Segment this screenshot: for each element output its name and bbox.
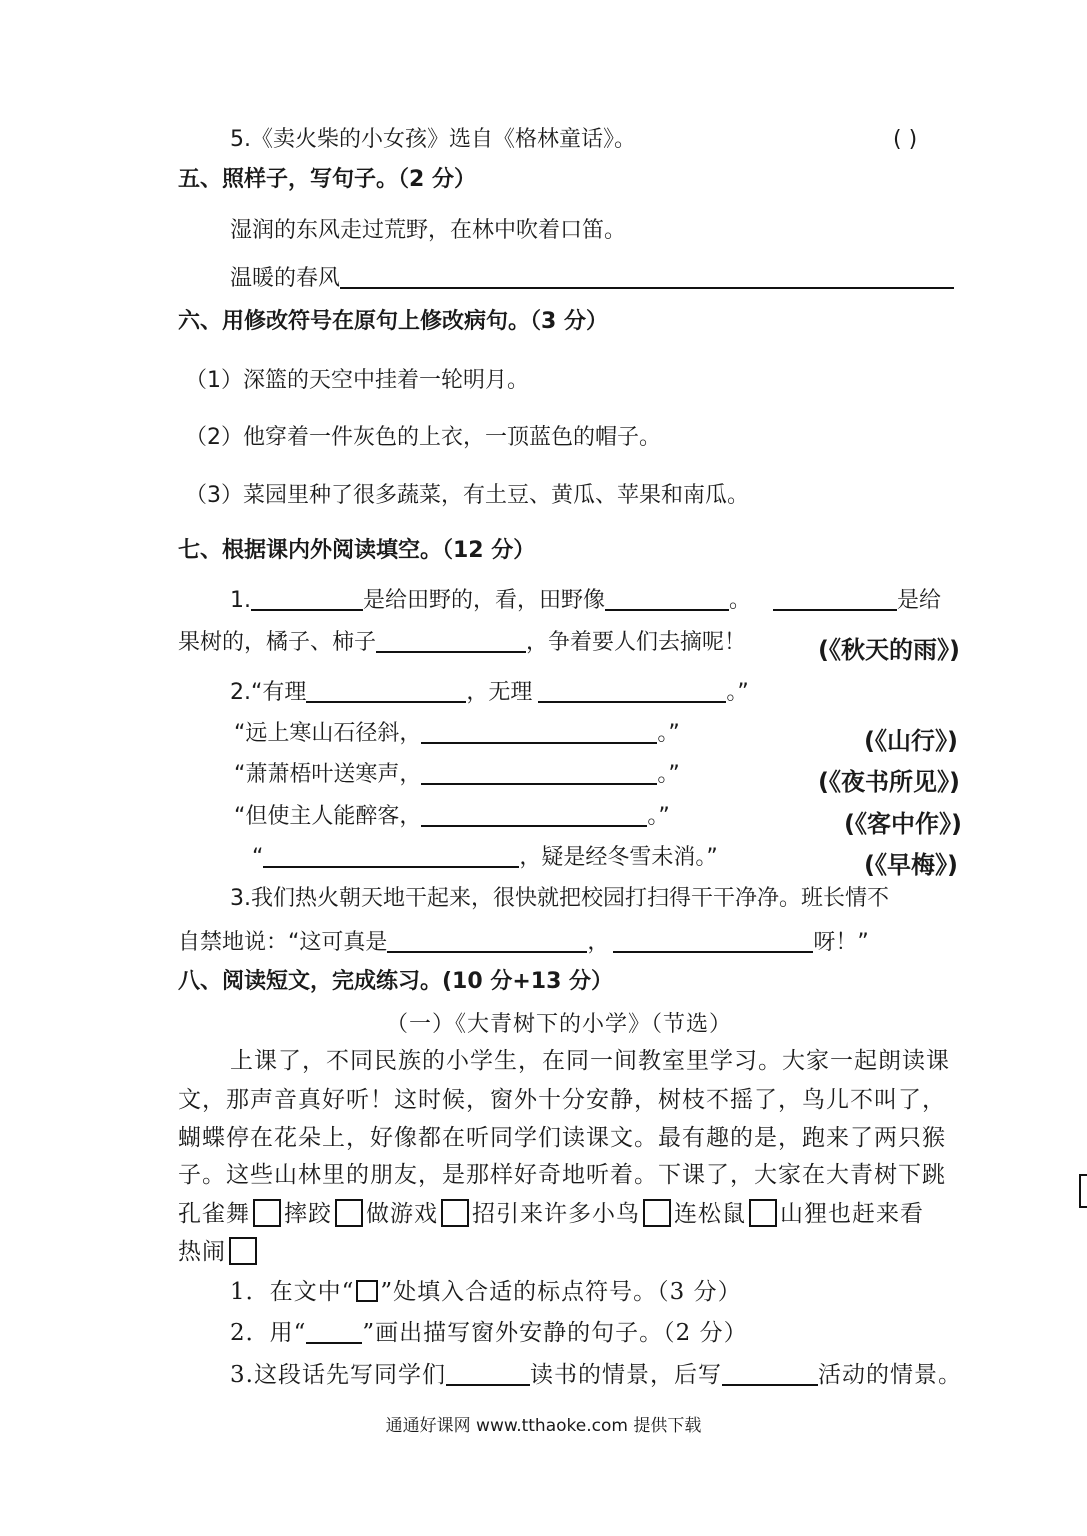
blank[interactable]: [421, 763, 657, 785]
text: 连松鼠: [674, 1201, 746, 1227]
question-5-text: 5.《卖火柴的小女孩》选自《格林童话》。: [230, 127, 636, 152]
label: 1.: [230, 588, 251, 613]
imitation-blank[interactable]: [340, 267, 954, 289]
blank[interactable]: [613, 931, 813, 953]
text: 读书的情景，后写: [529, 1362, 722, 1388]
section-8-heading: 八、阅读短文，完成练习。(10 分+13 分）: [178, 969, 614, 994]
punctuation-box[interactable]: [749, 1199, 777, 1227]
text: ”处填入合适的标点符号。（3 分）: [380, 1279, 742, 1305]
section-6-heading: 六、用修改符号在原句上修改病句。（3 分）: [178, 309, 608, 334]
fill-line-2: [178, 631, 746, 654]
imitation-prompt: [230, 267, 954, 290]
faulty-sentence-3: （3）菜园里种了很多蔬菜，有土豆、黄瓜、苹果和南瓜。: [185, 483, 749, 508]
text: 。”: [657, 721, 680, 746]
text: 呀！”: [813, 930, 869, 955]
text: 。”: [657, 762, 680, 787]
fill-line-5: [178, 931, 869, 954]
text: 。”: [726, 680, 749, 705]
punctuation-box[interactable]: [253, 1199, 281, 1227]
text: “远上寒山石径斜，: [234, 721, 422, 746]
text: 1．在文中“: [230, 1279, 355, 1305]
punctuation-box[interactable]: [643, 1199, 671, 1227]
example-sentence: 湿润的东风走过荒野，在林中吹着口笛。: [230, 218, 627, 243]
blank[interactable]: [538, 681, 726, 703]
text: 摔跤: [284, 1201, 332, 1227]
question-5: [230, 129, 636, 151]
source-citation: (《早梅》): [864, 851, 958, 879]
punctuation-box[interactable]: [335, 1199, 363, 1227]
exercise-2: [230, 1322, 748, 1345]
poem-line-3: [234, 805, 670, 828]
blank[interactable]: [306, 681, 466, 703]
text: 。: [729, 588, 752, 613]
blank[interactable]: [421, 722, 657, 744]
blank[interactable]: [376, 631, 526, 653]
underline-sample: [306, 1322, 362, 1344]
text: 孔雀舞: [178, 1201, 250, 1227]
blank[interactable]: [605, 589, 729, 611]
passage-line-1: 上课了，不同民族的小学生，在同一间教室里学习。大家一起朗读课: [230, 1048, 950, 1074]
text: ，: [587, 930, 610, 955]
faulty-sentence-1: （1）深篮的天空中挂着一轮明月。: [185, 368, 529, 393]
source-citation: (《山行》): [864, 727, 958, 755]
text: 活动的情景。: [817, 1362, 962, 1388]
poem-line-2: [234, 763, 680, 786]
passage-line-6: [178, 1237, 260, 1265]
text: 热闹: [178, 1239, 226, 1265]
poem-line-1: [234, 722, 680, 745]
text: 是给田野的，看，田野像: [363, 588, 606, 613]
blank[interactable]: [387, 931, 587, 953]
imitation-prompt-text: 温暖的春风: [230, 266, 341, 291]
blank[interactable]: [251, 589, 363, 611]
punctuation-box[interactable]: [441, 1199, 469, 1227]
passage-line-5: [178, 1199, 924, 1227]
poem-line-4: [252, 846, 718, 869]
section-5-heading: 五、照样子，写句子。（2 分）: [178, 167, 476, 192]
blank[interactable]: [773, 589, 897, 611]
passage-line-3: 蝴蝶停在花朵上，好像都在听同学们读课文。最有趣的是，跑来了两只猴: [178, 1125, 946, 1151]
text: ”画出描写窗外安静的句子。（2 分）: [362, 1320, 748, 1346]
text: ，争着要人们去摘呢！: [526, 630, 747, 655]
passage-line-4: 子。这些山林里的朋友，是那样好奇地听着。下课了，大家在大青树下跳: [178, 1162, 946, 1188]
fill-line-1: [230, 589, 941, 612]
source-citation: (《夜书所见》): [818, 768, 960, 796]
text: “但使主人能醉客，: [234, 804, 422, 829]
footer-credit: 通通好课网 www.tthaoke.com 提供下载: [385, 1416, 702, 1436]
blank[interactable]: [446, 1364, 530, 1386]
source-citation: (《客中作》): [844, 810, 962, 838]
text: 招引来许多小鸟: [472, 1201, 640, 1227]
page-edge-mark: [1079, 1174, 1087, 1208]
punctuation-box[interactable]: [229, 1237, 257, 1265]
text: 自禁地说：“这可真是: [178, 930, 388, 955]
text: 做游戏: [366, 1201, 438, 1227]
exercise-3: [230, 1364, 962, 1387]
text: 2．用“: [230, 1320, 307, 1346]
fill-line-4: 3.我们热火朝天地干起来，很快就把校园打扫得干干净净。班长情不: [230, 886, 889, 911]
box-symbol: [356, 1280, 378, 1302]
source-citation: (《秋天的雨》): [818, 636, 960, 664]
text: ，疑是经冬雪未消。”: [519, 845, 718, 870]
text: 山狸也赶来看: [780, 1201, 924, 1227]
text: 果树的，橘子、柿子: [178, 630, 377, 655]
blank[interactable]: [722, 1364, 818, 1386]
faulty-sentence-2: （2）他穿着一件灰色的上衣，一顶蓝色的帽子。: [185, 425, 661, 450]
fill-line-3: [230, 681, 749, 704]
text: “萧萧梧叶送寒声，: [234, 762, 422, 787]
exercise-1: [230, 1280, 742, 1304]
text: 是给: [897, 588, 942, 613]
blank[interactable]: [421, 805, 647, 827]
text: 。”: [647, 804, 670, 829]
text: “: [252, 845, 264, 870]
answer-brackets: ( ): [893, 127, 918, 152]
blank[interactable]: [263, 846, 519, 868]
text: ，无理: [466, 680, 533, 705]
passage-line-2: 文，那声音真好听！这时候，窗外十分安静，树枝不摇了，鸟儿不叫了，: [178, 1087, 946, 1113]
section-7-heading: 七、根据课内外阅读填空。（12 分）: [178, 538, 536, 563]
text: 2.“有理: [230, 680, 307, 705]
passage-title: （一）《大青树下的小学》（节选）: [386, 1012, 733, 1037]
text: 3.这段话先写同学们: [230, 1362, 446, 1388]
